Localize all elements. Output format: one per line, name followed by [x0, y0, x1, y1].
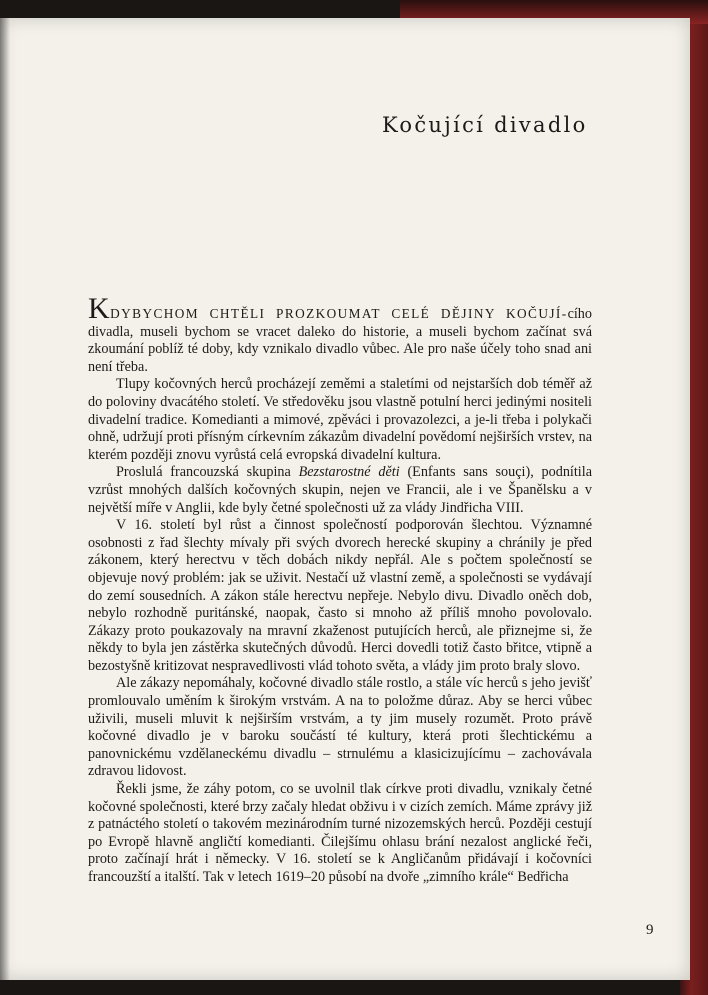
paragraph-1-text: cího divadla, museli bychom se vracet daleko do historie, a museli bychom začínat svá zkoumání poblíž té doby, kdy vznikalo divadlo vůbec. Ale pro naše účely toho snad ani není třeba. — [88, 306, 592, 375]
page-number: 9 — [646, 922, 654, 938]
paragraph-4: V 16. století byl růst a činnost společností podporován šlechtou. Významné osobnosti z řad šlechty mívaly při svých dvorech herecké skupiny a chránily je před zákonem, který herectvu v těch dobách nikdy nepřál. Ale s počtem společností se objevuje nový problém: jak se uživit. Nestačí už vlastní země, a společnosti se vydávají do zemí sousedních. A zákon stále herectvu nepřeje. Nebylo divu. Divadlo oněch dob, nebylo rozhodně puritánské, naopak, často si mnoho až příliš mnoho povolovalo. Zákazy proto poukazovaly na mravní zkaženost putujících herců, ale přiznejme si, že někdy to byla jen zástěrka skutečných důvodů. Herci dovedli totiž často břitce, vtipně a bezostyšně kritizovat nespravedlivosti vlád tohoto světa, a vlády jim proto braly slovo. — [88, 517, 592, 674]
paragraph-6: Řekli jsme, že záhy potom, co se uvolnil tlak církve proti divadlu, vznikaly četné kočovné společnosti, které brzy začaly hledat obživu i v cizích zemích. Máme zprávy již z patnáctého století o takovém mezinárodním turné nizozemských herců. Později cestují po Evropě hlavně angličtí komedianti. Čilejšímu ohlasu brání nezalost anglické řeči, proto začínají hrát i německy. V 16. století se k Angličanům přidávají i kočovníci francouzští a italští. Tak v letech 1619–20 působí na dvoře „zimního krále“ Bedřicha — [88, 781, 592, 885]
paragraph-3 — [88, 464, 592, 517]
page-gutter-shadow — [0, 18, 10, 980]
paragraph-5: Ale zákazy nepomáhaly, kočovné divadlo stále rostlo, a stále víc herců s jeho jevišť promlouvalo uměním k širokým vrstvám. A na to položme důraz. Aby se herci vůbec uživili, museli mluvit k nejširším vrstvám, a ty jim musely rozumět. Proto právě kočovné divadlo je v baroku součástí té kultury, která proti šlechtickému a panovnickému vzdělaneckému divadlu – strnulému a klasicizujícímu – zachovávala zdravou lidovost. — [88, 675, 592, 780]
chapter-title: Kočující divadlo — [382, 113, 588, 137]
paragraph-2: Tlupy kočovných herců procházejí zeměmi a staletími od nejstarších dob téměř až do poloviny dvacátého století. Ve středověku jsou vlastně potulní herci jedinými nositeli divadelní tradice. Komedianti a mimové, zpěváci i provazolezci, a je-li třeba i polykači ohně, udržují proti přísným církevním zákazům divadelní povědomí nejširších vrstev, na kterém později znovu vyrůstá celá evropská divadelní kultura. — [88, 376, 592, 463]
paragraph-1 — [88, 292, 592, 376]
drop-cap: K — [88, 292, 111, 325]
paragraph-3-start: Proslulá francouzská skupina — [116, 464, 299, 481]
opening-small-caps: DYBYCHOM CHTĚLI PROZKOUMAT CELÉ DĚJINY KOČUJÍ- — [110, 306, 568, 321]
body-text — [88, 292, 592, 887]
troupe-name-italic: Bezstarostné děti — [298, 464, 400, 481]
paragraph-3-end: (Enfants sans souçi), podnítila vzrůst mnohých dalších kočovných skupin, nejen ve Francii, ale i ve Španělsku a v největší míře v Anglii, kde byly četné společnosti už za vlády Jindřicha VIII. — [88, 464, 592, 516]
